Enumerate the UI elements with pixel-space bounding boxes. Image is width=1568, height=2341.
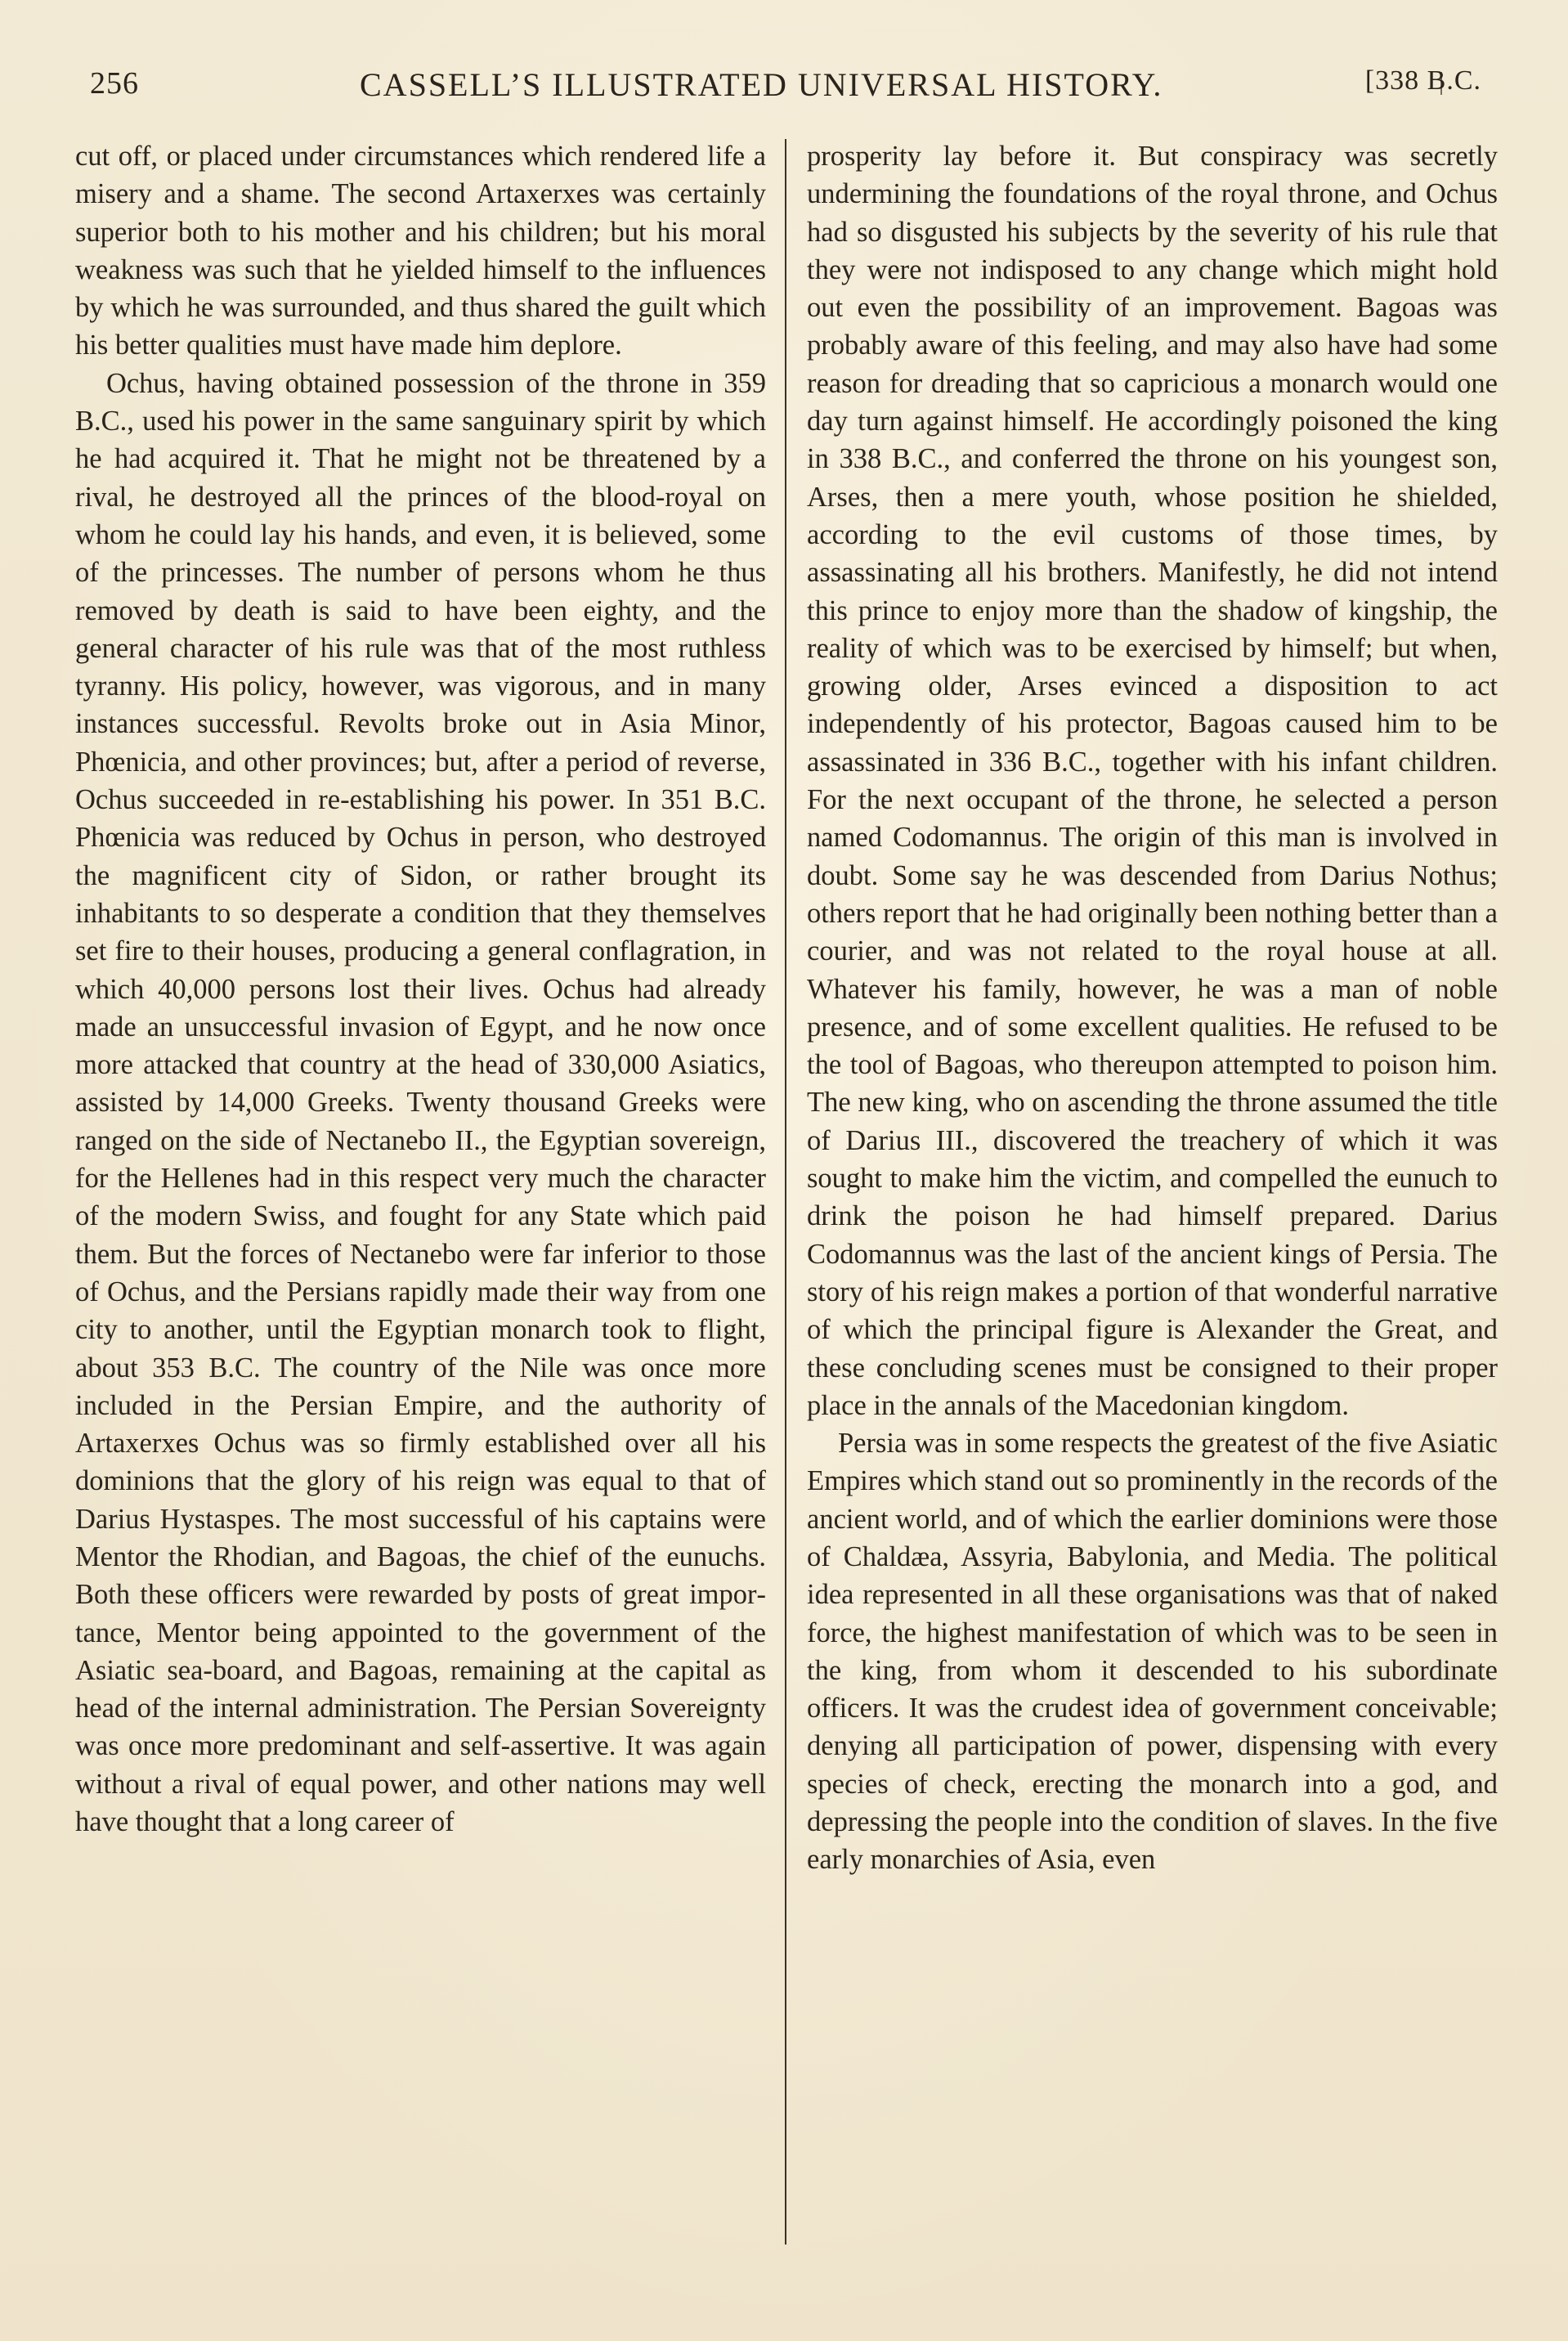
date-reference: [338 B.C. xyxy=(1364,65,1481,96)
right-column xyxy=(807,137,1498,1879)
running-title: CASSELL’S ILLUSTRATED UNIVERSAL HISTORY. xyxy=(360,66,1163,103)
paragraph: Ochus, having obtained possession of the throne in 359 B.C., used his power in the same sanguinary spirit by which he had acquired it. That he might not be threatened by a rival, he destroyed all the princes of the blood-royal on whom he could lay his hands, and even, it is believed, some of the princesses. The number of persons whom he thus removed by death is said to have been eighty, and the general character of his rule was that of the most ruthless tyranny. His policy, however, was vigorous, and in many instances successful. Revolts broke out in Asia Minor, Phœnicia, and other provinces; but, after a period of reverse, Ochus succeeded in re-establishing his power. In 351 B.C. Phœnicia was reduced by Ochus in person, who destroyed the magnificent city of Sidon, or rather brought its inhabitants to so desperate a condition that they themselves set fire to their houses, producing a general conflagration, in which 40,000 persons lost their lives. Ochus had already made an unsuccessful invasion of Egypt, and he now once more attacked that country at the head of 330,000 Asiatics, assisted by 14,000 Greeks. Twenty thousand Greeks were ranged on the side of Nectanebo II., the Egyptian sovereign, for the Hellenes had in this respect very much the character of the modern Swiss, and fought for any State which paid them. But the forces of Nectanebo were far inferior to those of Ochus, and the Persians rapidly made their way from one city to another, until the Egyptian monarch took to flight, about 353 B.C. The country of the Nile was once more included in the Persian Empire, and the authority of Artaxerxes Ochus was so firmly established over all his dominions that the glory of his reign was equal to that of Darius Hystaspes. The most successful of his captains were Mentor the Rhodian, and Bagoas, the chief of the eunuchs. Both these officers were rewarded by posts of great importance, Mentor being appointed to the government of the Asiatic sea-board, and Bagoas, remaining at the capital as head of the internal administration. The Persian Sovereignty was once more predominant and self-assertive. It was again without a rival of equal power, and other nations may well have thought that a long career of xyxy=(75,367,766,1838)
page-number: 256 xyxy=(90,66,139,101)
paragraph: prosperity lay before it. But conspiracy was secretly undermining the foundations of the royal throne, and Ochus had so disgusted his subjects by the severity of his rule that they were not indisposed to any change which might hold out even the possibility of an improvement. Bagoas was probably aware of this feeling, and may also have had some reason for dreading that so capricious a monarch would one day turn against himself. He accordingly poisoned the king in 338 B.C., and conferred the throne on his youngest son, Arses, then a mere youth, whose position he shielded, according to the evil customs of those times, by assassinating all his brothers. Manifestly, he did not intend this prince to enjoy more than the shadow of kingship, the reality of which was to be exercised by himself; but when, growing older, Arses evinced a disposition to act independently of his protector, Bagoas caused him to be assassinated in 336 B.C., together with his infant children. For the next occupant of the throne, he selected a person named Codomannus. The origin of this man is involved in doubt. Some say he was descended from Darius Nothus; others report that he had originally been nothing better than a courier, and was not related to the royal house at all. Whatever his family, however, he was a man of noble presence, and of some excellent qualities. He refused to be the tool of Bagoas, who thereupon attempted to poison him. The new king, who on ascending the throne assumed the title of Darius III., discovered the treachery of which it was sought to make him the victim, and compelled the eunuch to drink the poison he had himself prepared. Darius Codomannus was the last of the ancient kings of Persia. The story of his reign makes a portion of that wonderful narrative of which the principal figure is Alexander the Great, and these concluding scenes must be consigned to their proper place in the annals of the Macedonian kingdom. xyxy=(807,141,1498,1421)
paragraph: Persia was in some respects the greatest of the five Asiatic Empires which stand out so prominently in the records of the ancient world, and of which the earlier dominions were those of Chaldæa, Assyria, Babylonia, and Media. The political idea represented in all these organisations was that of naked force, the highest manifestation of which was to be seen in the king, from whom it descended to his subordinate officers. It was the crudest idea of government conceivable; denying all participation of power, dispensing with every species of check, erecting the monarch into a god, and depressing the people into the condition of slaves. In the five early monarchies of Asia, even xyxy=(807,1428,1498,1876)
paragraph: cut off, or placed under circumstances which rendered life a misery and a shame. The second Artaxerxes was certainly superior both to his mother and his children; but his moral weakness was such that he yielded himself to the influences by which he was surrounded, and thus shared the guilt which his better qualities must have made him deplore. xyxy=(75,141,766,361)
left-column xyxy=(75,137,766,1841)
column-divider xyxy=(785,139,786,2245)
page-header xyxy=(90,65,1496,114)
